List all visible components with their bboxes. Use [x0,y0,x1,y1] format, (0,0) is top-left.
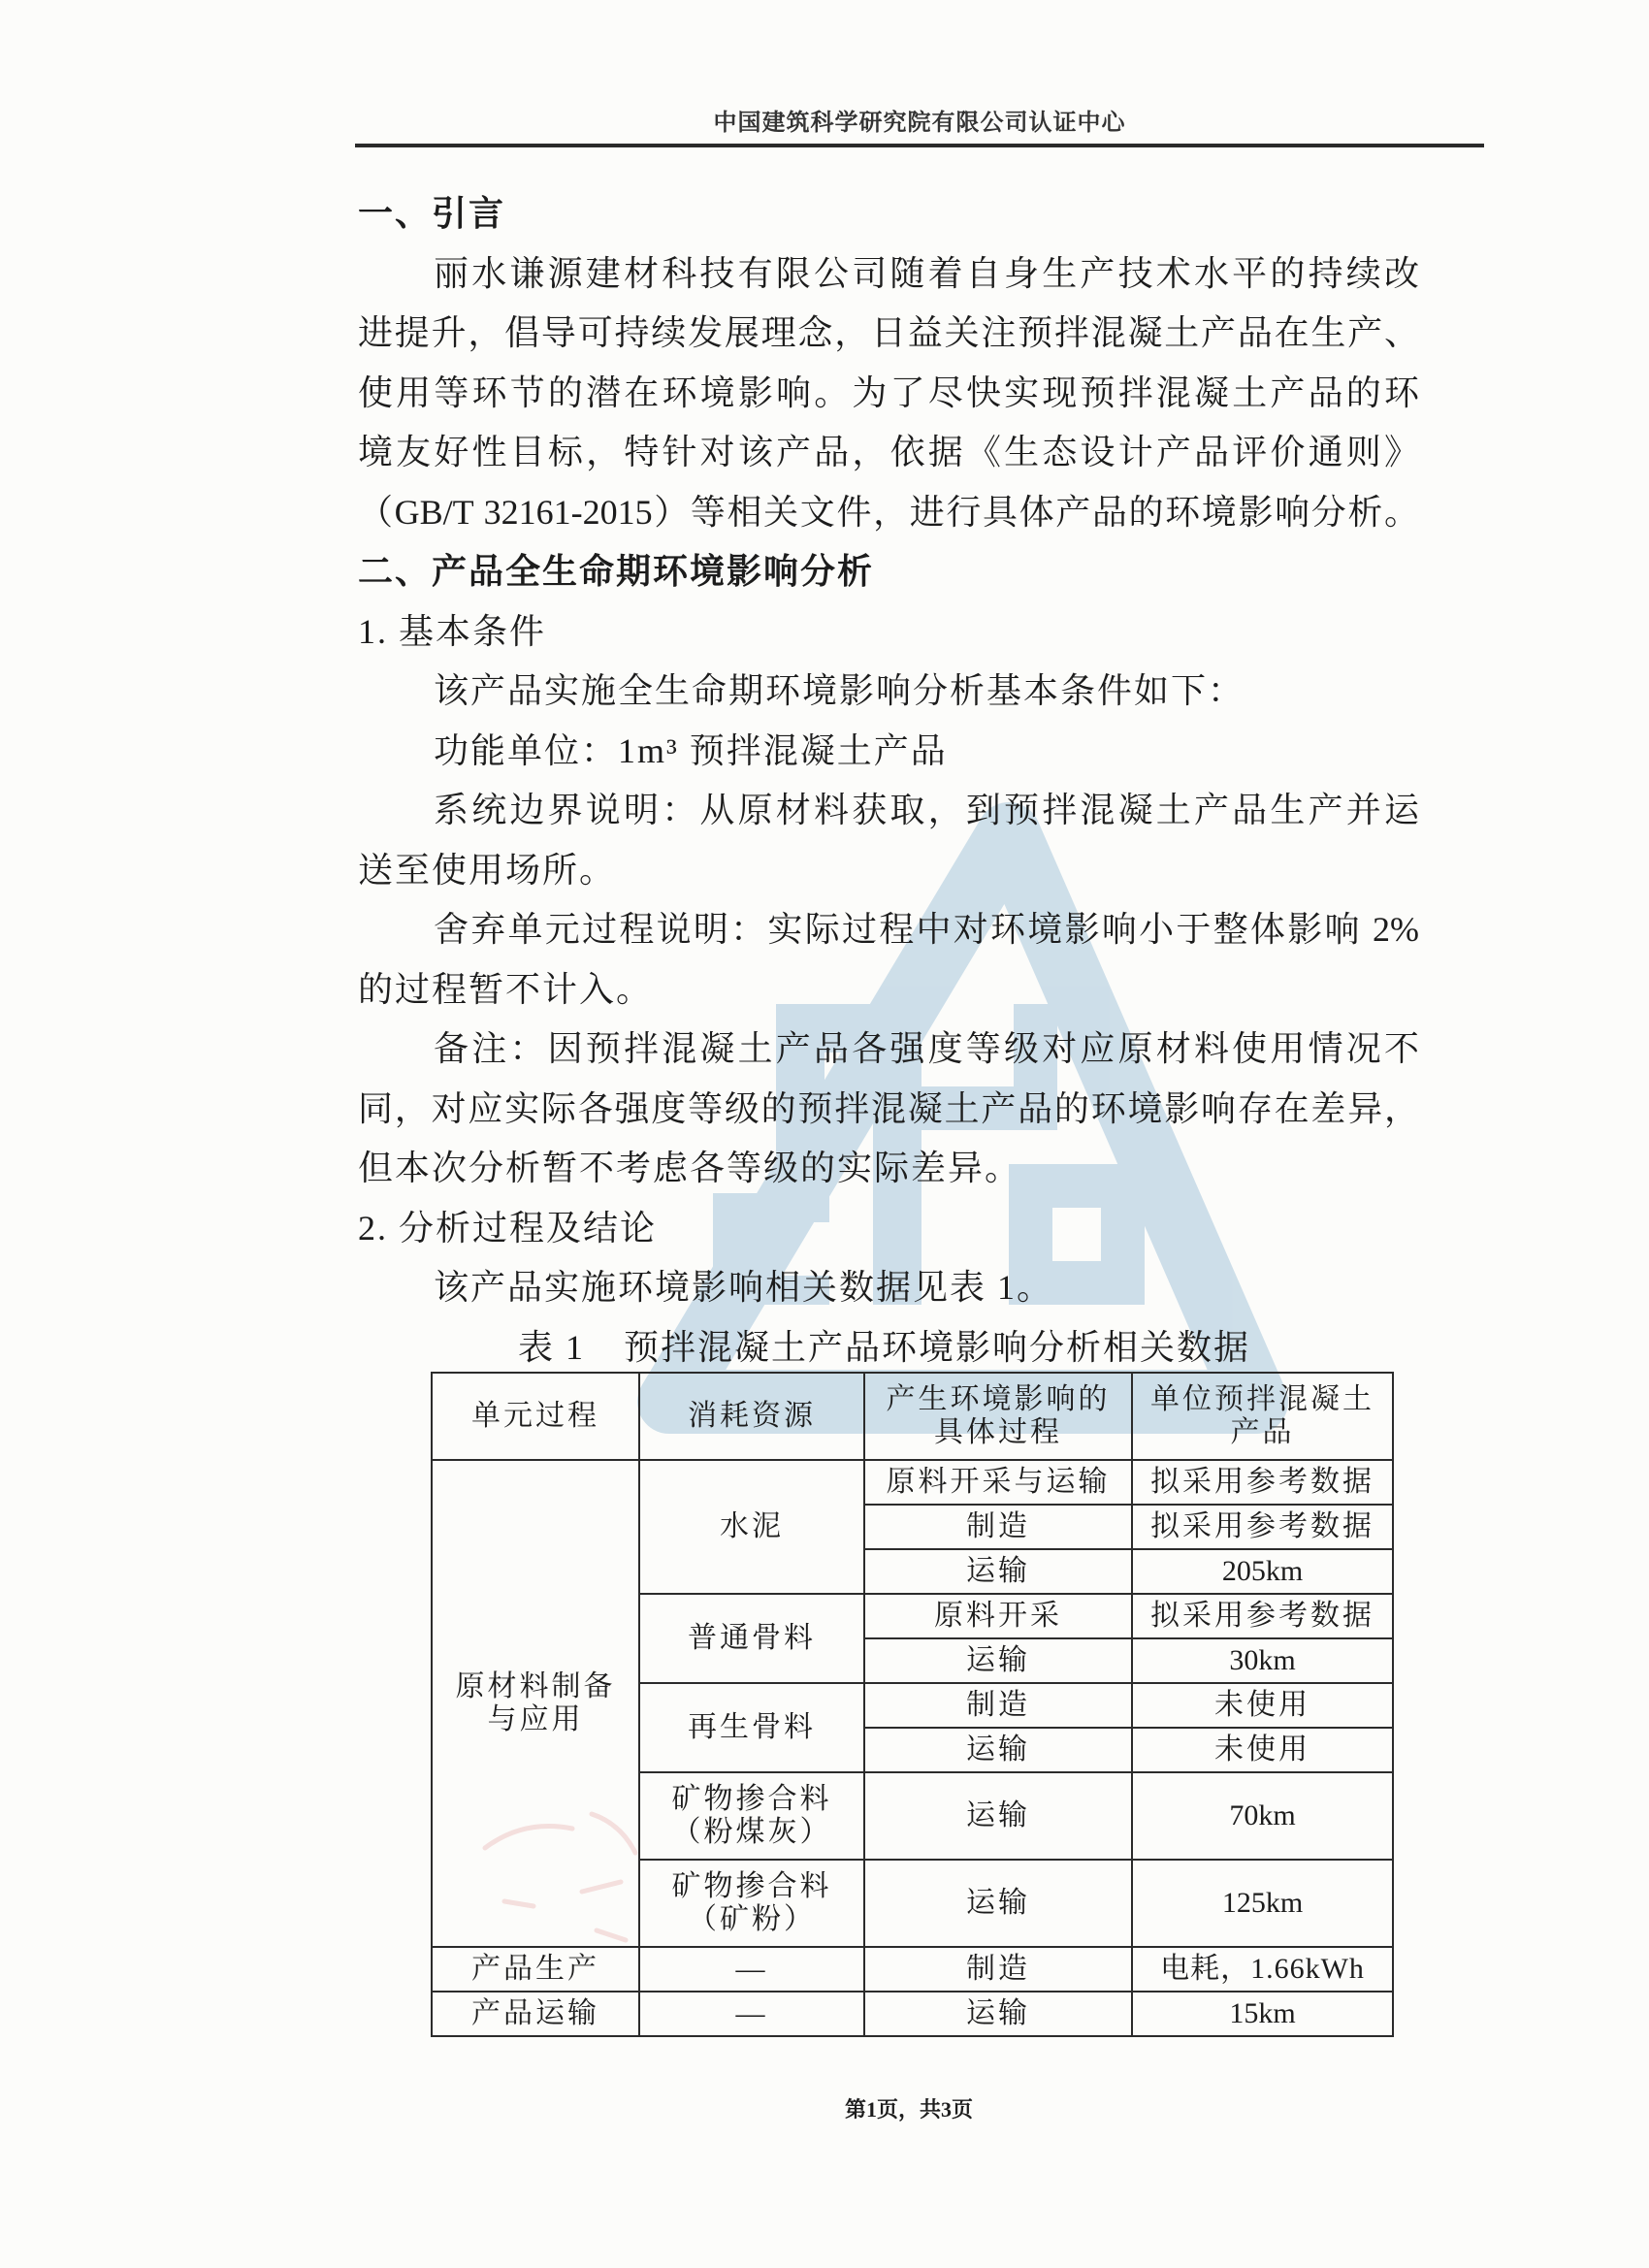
paragraph-line: 但本次分析暂不考虑各等级的实际差异。 [358,1149,1022,1187]
cell-value: 15km [1132,1992,1393,2036]
cell-process: 运输 [864,1860,1132,1947]
cell-value: 125km [1132,1860,1393,1947]
cell-process: 制造 [864,1505,1132,1549]
environmental-impact-table [431,1372,1394,2037]
table-caption [358,1318,1419,1378]
cell-resource [639,1860,864,1947]
stage-line: 原材料制备 [455,1670,616,1702]
header-rule [355,144,1484,147]
cell-resource: — [639,1992,864,2036]
cell-process: 运输 [864,1549,1132,1594]
resource-line: （粉煤灰） [671,1816,832,1848]
paragraph-line: 进提升，倡导可持续发展理念，日益关注预拌混凝土产品在生产、 [358,313,1419,352]
paragraph-line: 同，对应实际各强度等级的预拌混凝土产品的环境影响存在差异， [358,1088,1419,1128]
paragraph-line: 丽水谦源建材科技有限公司随着自身生产技术水平的持续改 [434,253,1419,293]
cutoff-paragraph [358,900,1419,1020]
subsection-2-intro: 该产品实施环境影响相关数据见表 1。 [434,1268,1054,1307]
cell-resource: 水泥 [639,1460,864,1594]
cell-process: 制造 [864,1947,1132,1992]
section-1-title: 一、引言 [358,194,506,233]
header-per-unit [1132,1373,1393,1460]
paragraph-line: 备注：因预拌混凝土产品各强度等级对应原材料使用情况不 [434,1029,1419,1068]
resource-line: 矿物掺合料 [671,1870,832,1902]
cell-resource [639,1772,864,1860]
cell-process: 原料开采与运输 [864,1460,1132,1505]
header-per-unit-line: 单位预拌混凝土 [1150,1383,1374,1415]
subsection-1-intro: 该产品实施全生命期环境影响分析基本条件如下： [434,671,1245,710]
table-caption-label: 表 1 [518,1327,586,1367]
cell-resource: 再生骨料 [639,1683,864,1772]
cell-value: 拟采用参考数据 [1132,1505,1393,1549]
header-resource: 消耗资源 [639,1373,864,1460]
cell-process: 运输 [864,1992,1132,2036]
table-row [432,1460,1393,1505]
system-boundary-paragraph [358,781,1419,900]
paragraph-line: 境友好性目标，特针对该产品，依据《生态设计产品评价通则》 [358,433,1419,471]
cell-resource: — [639,1947,864,1992]
header-impact-process-line: 产生环境影响的 [886,1383,1111,1415]
cell-value: 未使用 [1132,1728,1393,1772]
resource-line: 矿物掺合料 [671,1783,832,1815]
subsection-2-title: 2. 分析过程及结论 [358,1208,658,1247]
table-caption-title: 预拌混凝土产品环境影响分析相关数据 [624,1327,1251,1367]
section-1-paragraph [358,244,1419,543]
cell-value: 拟采用参考数据 [1132,1594,1393,1638]
cell-process: 运输 [864,1728,1132,1772]
cell-process: 制造 [864,1683,1132,1728]
cell-value: 70km [1132,1772,1393,1860]
paragraph-line: 送至使用场所。 [358,850,617,890]
header-impact-process [864,1373,1132,1460]
document-body [358,184,1419,1377]
cell-value: 电耗，1.66kWh [1132,1947,1393,1992]
paragraph-line: 舍弃单元过程说明：实际过程中对环境影响小于整体影响 2% [434,910,1419,949]
cell-stage: 产品运输 [432,1992,639,2036]
cell-value: 未使用 [1132,1683,1393,1728]
table-header-row [432,1373,1393,1460]
table-row [432,1947,1393,1992]
stage-line: 与应用 [487,1703,584,1735]
paragraph-line: 使用等环节的潜在环境影响。为了尽快实现预拌混凝土产品的环 [358,373,1419,412]
resource-line: （矿粉） [688,1903,816,1935]
cell-process: 原料开采 [864,1594,1132,1638]
cell-process: 运输 [864,1638,1132,1683]
note-paragraph [358,1020,1419,1199]
header-organization: 中国建筑科学研究院有限公司认证中心 [713,110,1126,136]
cell-value: 拟采用参考数据 [1132,1460,1393,1505]
paragraph-line: （GB/T 32161-2015）等相关文件，进行具体产品的环境影响分析。 [358,492,1419,532]
header-per-unit-line: 产品 [1230,1416,1295,1448]
cell-process: 运输 [864,1772,1132,1860]
cell-resource: 普通骨料 [639,1594,864,1683]
cell-value: 205km [1132,1549,1393,1594]
table-row [432,1992,1393,2036]
header-unit-process: 单元过程 [432,1373,639,1460]
subsection-1-title: 1. 基本条件 [358,611,547,651]
paragraph-line: 的过程暂不计入。 [358,969,654,1009]
paragraph-line: 系统边界说明：从原材料获取，到预拌混凝土产品生产并运 [434,791,1419,829]
cell-stage: 产品生产 [432,1947,639,1992]
functional-unit: 功能单位：1m³ 预拌混凝土产品 [434,730,948,770]
cell-value: 30km [1132,1638,1393,1683]
section-2-title: 二、产品全生命期环境影响分析 [358,552,875,591]
page-number: 第1页，共3页 [844,2097,973,2122]
cell-stage-raw-materials [432,1460,639,1947]
header-impact-process-line: 具体过程 [934,1416,1062,1448]
